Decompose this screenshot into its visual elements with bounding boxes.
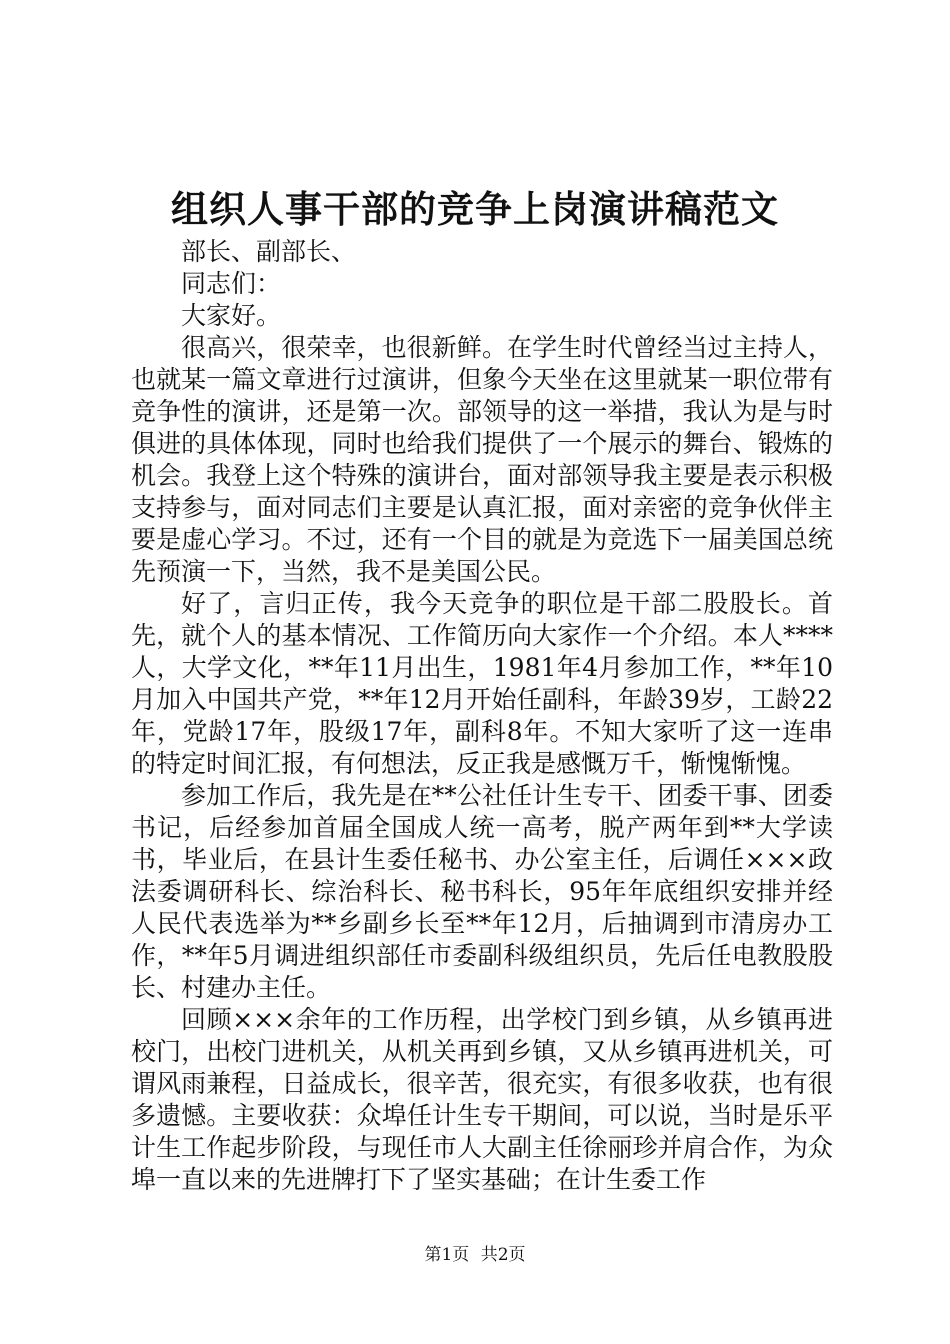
body-paragraph: 回顾×××余年的工作历程，出学校门到乡镇，从乡镇再进校门，出校门进机关，从机关再到乡镇，又从乡镇再进机关，可谓风雨兼程，日益成长，很辛苦，很充实，有很多收获，也有很多遗憾。主要收获：众埠任计生专干期间，可以说，当时是乐平计生工作起步阶段，与现任市人大副主任徐丽珍并肩合作，为众埠一直以来的先进牌打下了坚实基础；在计生委工作 bbox=[131, 1005, 833, 1194]
body-paragraph: 参加工作后，我先是在**公社任计生专干、团委干事、团委书记，后经参加首届全国成人统一高考，脱产两年到**大学读书，毕业后，在县计生委任秘书、办公室主任，后调任×××政法委调研科长、综治科长、秘书科长，95年年底组织安排并经人民代表选举为**乡副乡长至**年12月，后抽调到市清房办工作，**年5月调进组织部任市委副科级组织员，先后任电教股股长、村建办主任。 bbox=[131, 781, 833, 1002]
page-number: 第1页 bbox=[424, 1245, 470, 1265]
document-title: 组织人事干部的竞争上岗演讲稿范文 bbox=[171, 187, 779, 231]
salutation-line: 部长、副部长、 bbox=[181, 237, 357, 266]
body-paragraph: 很高兴，很荣幸，也很新鲜。在学生时代曾经当过主持人，也就某一篇文章进行过演讲，但象今天坐在这里就某一职位带有竞争性的演讲，还是第一次。部领导的这一举措，我认为是与时俱进的具体体现，同时也给我们提供了一个展示的舞台、锻炼的机会。我登上这个特殊的演讲台，面对部领导我主要是表示积极支持参与，面对同志们主要是认真汇报，面对亲密的竞争伙伴主要是虚心学习。不过，还有一个目的就是为竞选下一届美国总统先预演一下，当然，我不是美国公民。 bbox=[131, 333, 833, 586]
body-paragraph: 好了，言归正传，我今天竞争的职位是干部二股股长。首先，就个人的基本情况、工作简历向大家作一个介绍。本人****人，大学文化，**年11月出生，1981年4月参加工作，**年10月加入中国共产党，**年12月开始任副科，年龄39岁，工龄22年，党龄17年，股级17年，副科8年。不知大家听了这一连串的特定时间汇报，有何想法，反正我是感慨万千，惭愧惭愧。 bbox=[131, 589, 833, 778]
greeting-line: 大家好。 bbox=[181, 301, 282, 330]
document-body bbox=[131, 236, 833, 1196]
page-footer bbox=[0, 1244, 950, 1266]
page-total: 共2页 bbox=[480, 1245, 526, 1265]
salutation-line: 同志们： bbox=[181, 269, 282, 298]
